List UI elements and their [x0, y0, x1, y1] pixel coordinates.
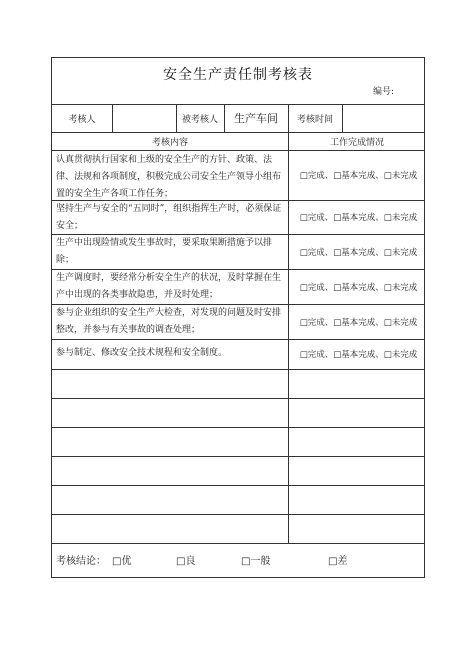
- divider: [288, 132, 289, 543]
- content-row-3: 生产中出现险情或发生事故时，要采取果断措施予以排除；: [56, 238, 273, 265]
- assessment-time-label: 考核时间: [296, 114, 333, 125]
- status-options-3[interactable]: □完成、□基本完成、□未完成: [299, 247, 418, 258]
- department-value: 生产车间: [234, 112, 278, 125]
- content-row-5: 参与企业组织的安全生产大检查，对发现的问题及时安排整改，并参与有关事故的调查处理；: [56, 308, 282, 335]
- divider: [52, 369, 424, 370]
- status-options-1[interactable]: □完成、□基本完成、□未完成: [299, 171, 418, 181]
- content-row-2: 坚持生产与安全的“五同时”，组织指挥生产时，必须保证安全；: [56, 204, 282, 231]
- conclusion-option-poor[interactable]: □差: [328, 556, 348, 567]
- content-column-header: 考核内容: [151, 137, 188, 148]
- form-title: 安全生产责任制考核表: [163, 67, 313, 83]
- content-row-6: 参与制定、修改安全技术规程和安全制度。: [56, 348, 228, 358]
- conclusion-option-excellent[interactable]: □优: [112, 556, 132, 567]
- status-options-6[interactable]: □完成、□基本完成、□未完成: [299, 350, 418, 360]
- conclusion-label: 考核结论：: [56, 556, 106, 567]
- status-options-5[interactable]: □完成、□基本完成、□未完成: [299, 317, 418, 328]
- assessee-label: 被考核人: [181, 114, 218, 125]
- status-column-header: 工作完成情况: [329, 137, 384, 148]
- assessment-time-field[interactable]: [342, 104, 426, 132]
- content-row-4: 生产调度时，要经常分析安全生产的状况，及时掌握在生产中出现的各类事故隐患，并及时处理；: [56, 273, 282, 300]
- divider: [52, 427, 424, 428]
- conclusion-option-good[interactable]: □良: [176, 556, 196, 567]
- assessor-label: 考核人: [68, 114, 96, 125]
- divider: [52, 543, 424, 544]
- divider: [52, 398, 424, 399]
- divider: [52, 514, 424, 515]
- divider: [52, 485, 424, 486]
- status-options-2[interactable]: □完成、□基本完成、□未完成: [299, 213, 418, 223]
- content-row-1: 认真贯彻执行国家和上级的安全生产的方针、政策、法律、法规和各项制度，积极完成公司安全生产领导小组布置的安全生产各项工作任务；: [56, 155, 282, 199]
- status-options-4[interactable]: □完成、□基本完成、□未完成: [299, 282, 418, 293]
- assessor-field[interactable]: [112, 104, 176, 132]
- serial-number-label: 编号:: [372, 87, 394, 97]
- conclusion-option-average[interactable]: □一般: [241, 556, 271, 567]
- divider: [52, 456, 424, 457]
- assessment-form: [51, 57, 425, 578]
